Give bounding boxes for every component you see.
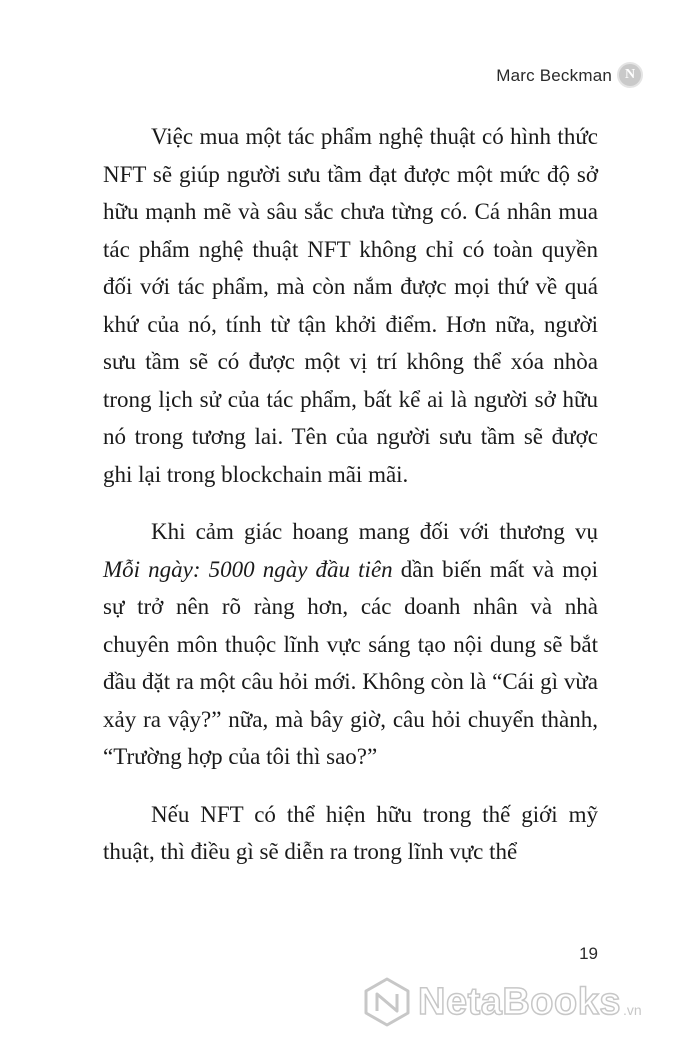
watermark	[360, 972, 700, 1032]
book-title-italic: Mỗi ngày: 5000 ngày đầu tiên	[103, 556, 393, 582]
paragraph-2	[103, 513, 598, 776]
page-number: 19	[579, 944, 598, 963]
publisher-logo-letter: N	[624, 67, 636, 82]
body-text	[103, 118, 598, 891]
netabooks-logo-icon	[360, 975, 414, 1029]
running-header-author: Marc Beckman	[496, 66, 612, 85]
paragraph-2-text-b: dần biến mất và mọi sự trở nên rõ ràng hơn, các doanh nhân và nhà chuyên môn thuộc lĩnh vực sáng tạo nội dung sẽ bắt đầu đặt ra một câu hỏi mới. Không còn là “Cái gì vừa xảy ra vậy?” nữa, mà bây giờ, câu hỏi chuyển thành, “Trường hợp của tôi thì sao?”	[103, 556, 598, 769]
watermark-brand: NetaBooks	[418, 980, 621, 1023]
paragraph-1	[103, 118, 598, 493]
paragraph-3	[103, 796, 598, 871]
publisher-logo-icon	[617, 62, 643, 88]
paragraph-3-text: Nếu NFT có thể hiện hữu trong thế giới mỹ thuật, thì điều gì sẽ diễn ra trong lĩnh vực thể	[103, 801, 598, 864]
paragraph-2-text-a: Khi cảm giác hoang mang đối với thương vụ	[151, 519, 598, 544]
paragraph-1-text: Việc mua một tác phẩm nghệ thuật có hình thức NFT sẽ giúp người sưu tầm đạt được một mức độ sở hữu mạnh mẽ và sâu sắc chưa từng có. Cá nhân mua tác phẩm nghệ thuật NFT không chỉ có toàn quyền đối với tác phẩm, mà còn nắm được mọi thứ về quá khứ của nó, tính từ tận khởi điểm. Hơn nữa, người sưu tầm sẽ có được một vị trí không thể xóa nhòa trong lịch sử của tác phẩm, bất kể ai là người sở hữu nó trong tương lai. Tên của người sưu tầm sẽ được ghi lại trong blockchain mãi mãi.	[103, 124, 598, 487]
watermark-domain: .vn	[623, 1002, 642, 1018]
